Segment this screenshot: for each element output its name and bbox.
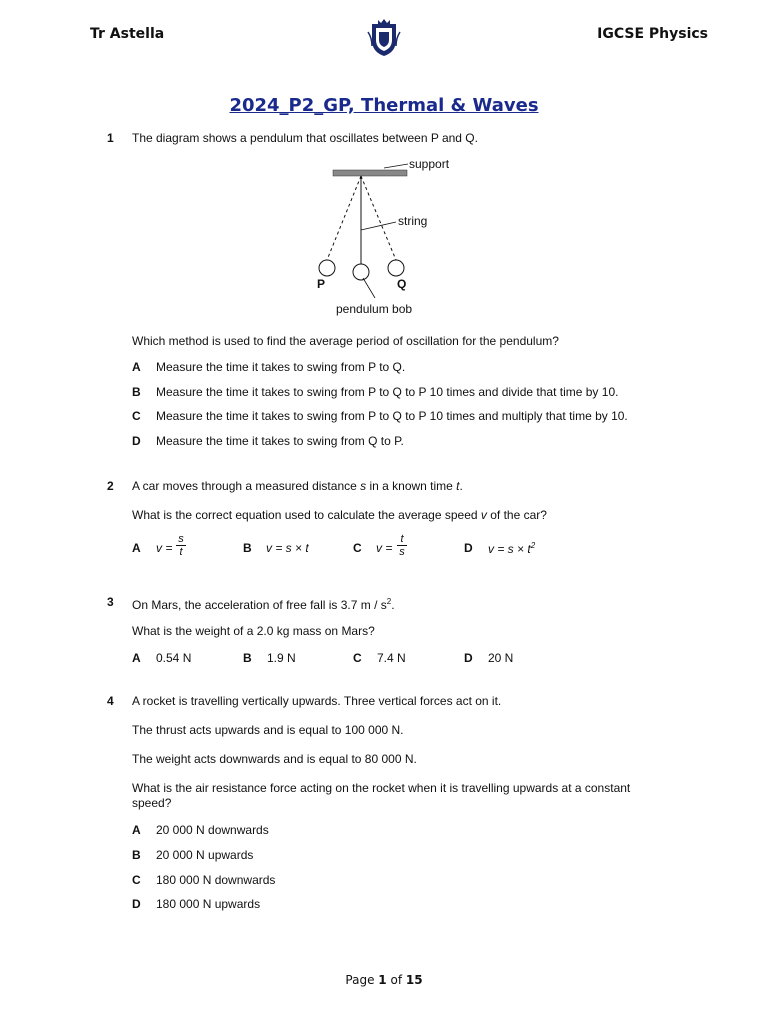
question-4-prompt-line2: speed?	[132, 796, 172, 810]
q3-option-b-text: 1.9 N	[267, 651, 296, 665]
header-left: Tr Astella	[90, 26, 165, 42]
question-2-number: 2	[107, 479, 114, 493]
q3-option-a-text: 0.54 N	[156, 651, 192, 665]
support-bar	[333, 170, 407, 176]
question-4-number: 4	[107, 694, 114, 708]
q2-option-c-fraction: t s	[397, 533, 407, 558]
pendulum-diagram	[300, 150, 480, 320]
q4-option-b-letter: B	[132, 848, 141, 862]
string-left	[327, 176, 361, 260]
q4-option-d-letter: D	[132, 897, 141, 911]
q2-option-c-letter: C	[353, 541, 362, 555]
q4-option-a-text: 20 000 N downwards	[156, 823, 269, 837]
label-p: P	[317, 277, 326, 291]
q1-option-c-letter: C	[132, 409, 141, 423]
crest-logo	[366, 18, 402, 58]
label-pendulum-bob: pendulum bob	[336, 302, 413, 316]
page-title: 2024_P2_GP, Thermal & Waves	[229, 95, 539, 116]
question-4-weight: The weight acts downwards and is equal to 80 000 N.	[132, 752, 417, 766]
q3-option-d-letter: D	[464, 651, 473, 665]
q1-option-b-letter: B	[132, 385, 141, 399]
bob-left	[319, 260, 335, 276]
q2-option-a-lhs: v =	[156, 541, 173, 555]
question-2-prompt: What is the correct equation used to calculate the average speed v of the car?	[132, 508, 547, 522]
page-footer: Page 1 of 15	[345, 973, 423, 987]
q4-option-c-text: 180 000 N downwards	[156, 873, 276, 887]
q2-option-b-letter: B	[243, 541, 252, 555]
q3-option-c-text: 7.4 N	[377, 651, 406, 665]
q2-option-a-letter: A	[132, 541, 141, 555]
q3-option-c-letter: C	[353, 651, 362, 665]
question-3-prompt: What is the weight of a 2.0 kg mass on Mars?	[132, 624, 375, 638]
q1-option-a-letter: A	[132, 360, 141, 374]
question-4-stem: A rocket is travelling vertically upwards. Three vertical forces act on it.	[132, 694, 502, 708]
q2-option-d-text: $v = s \times t^2$	[488, 541, 536, 556]
q3-option-d-text: 20 N	[488, 651, 514, 665]
question-4-prompt-line1: What is the air resistance force acting on the rocket when it is travelling upwards at a constant	[132, 781, 631, 795]
question-3-number: 3	[107, 595, 114, 609]
label-q: Q	[397, 277, 407, 291]
question-2-stem: A car moves through a measured distance s in a known time t.	[132, 479, 463, 493]
question-4-thrust: The thrust acts upwards and is equal to 100 000 N.	[132, 723, 404, 737]
q2-option-c-lhs: v =	[376, 541, 393, 555]
question-1-prompt: Which method is used to find the average period of oscillation for the pendulum?	[132, 334, 559, 348]
q1-option-d-text: Measure the time it takes to swing from Q to P.	[156, 434, 404, 448]
label-support: support	[409, 157, 450, 171]
q2-option-a-fraction: s t	[176, 533, 186, 558]
question-1-stem: The diagram shows a pendulum that oscillates between P and Q.	[132, 131, 478, 145]
q3-option-a-letter: A	[132, 651, 141, 665]
q4-option-d-text: 180 000 N upwards	[156, 897, 261, 911]
q3-option-b-letter: B	[243, 651, 252, 665]
q4-option-b-text: 20 000 N upwards	[156, 848, 254, 862]
q1-option-c-text: Measure the time it takes to swing from P to Q to P 10 times and multiply that time by 10.	[156, 409, 628, 423]
string-right	[361, 176, 396, 260]
q1-option-a-text: Measure the time it takes to swing from P to Q.	[156, 360, 406, 374]
q1-option-b-text: Measure the time it takes to swing from P to Q to P 10 times and divide that time by 10.	[156, 385, 619, 399]
q1-option-d-letter: D	[132, 434, 141, 448]
q2-option-b-text: v = s × t	[266, 541, 309, 555]
q2-option-d-letter: D	[464, 541, 473, 555]
label-string: string	[398, 214, 428, 228]
bob-centre	[353, 264, 369, 280]
q4-option-c-letter: C	[132, 873, 141, 887]
q4-option-a-letter: A	[132, 823, 141, 837]
header-right: IGCSE Physics	[597, 26, 708, 42]
bob-right	[388, 260, 404, 276]
question-3-stem: On Mars, the acceleration of free fall is 3.7 m / $s^2$.	[132, 597, 395, 612]
question-1-number: 1	[107, 131, 114, 145]
